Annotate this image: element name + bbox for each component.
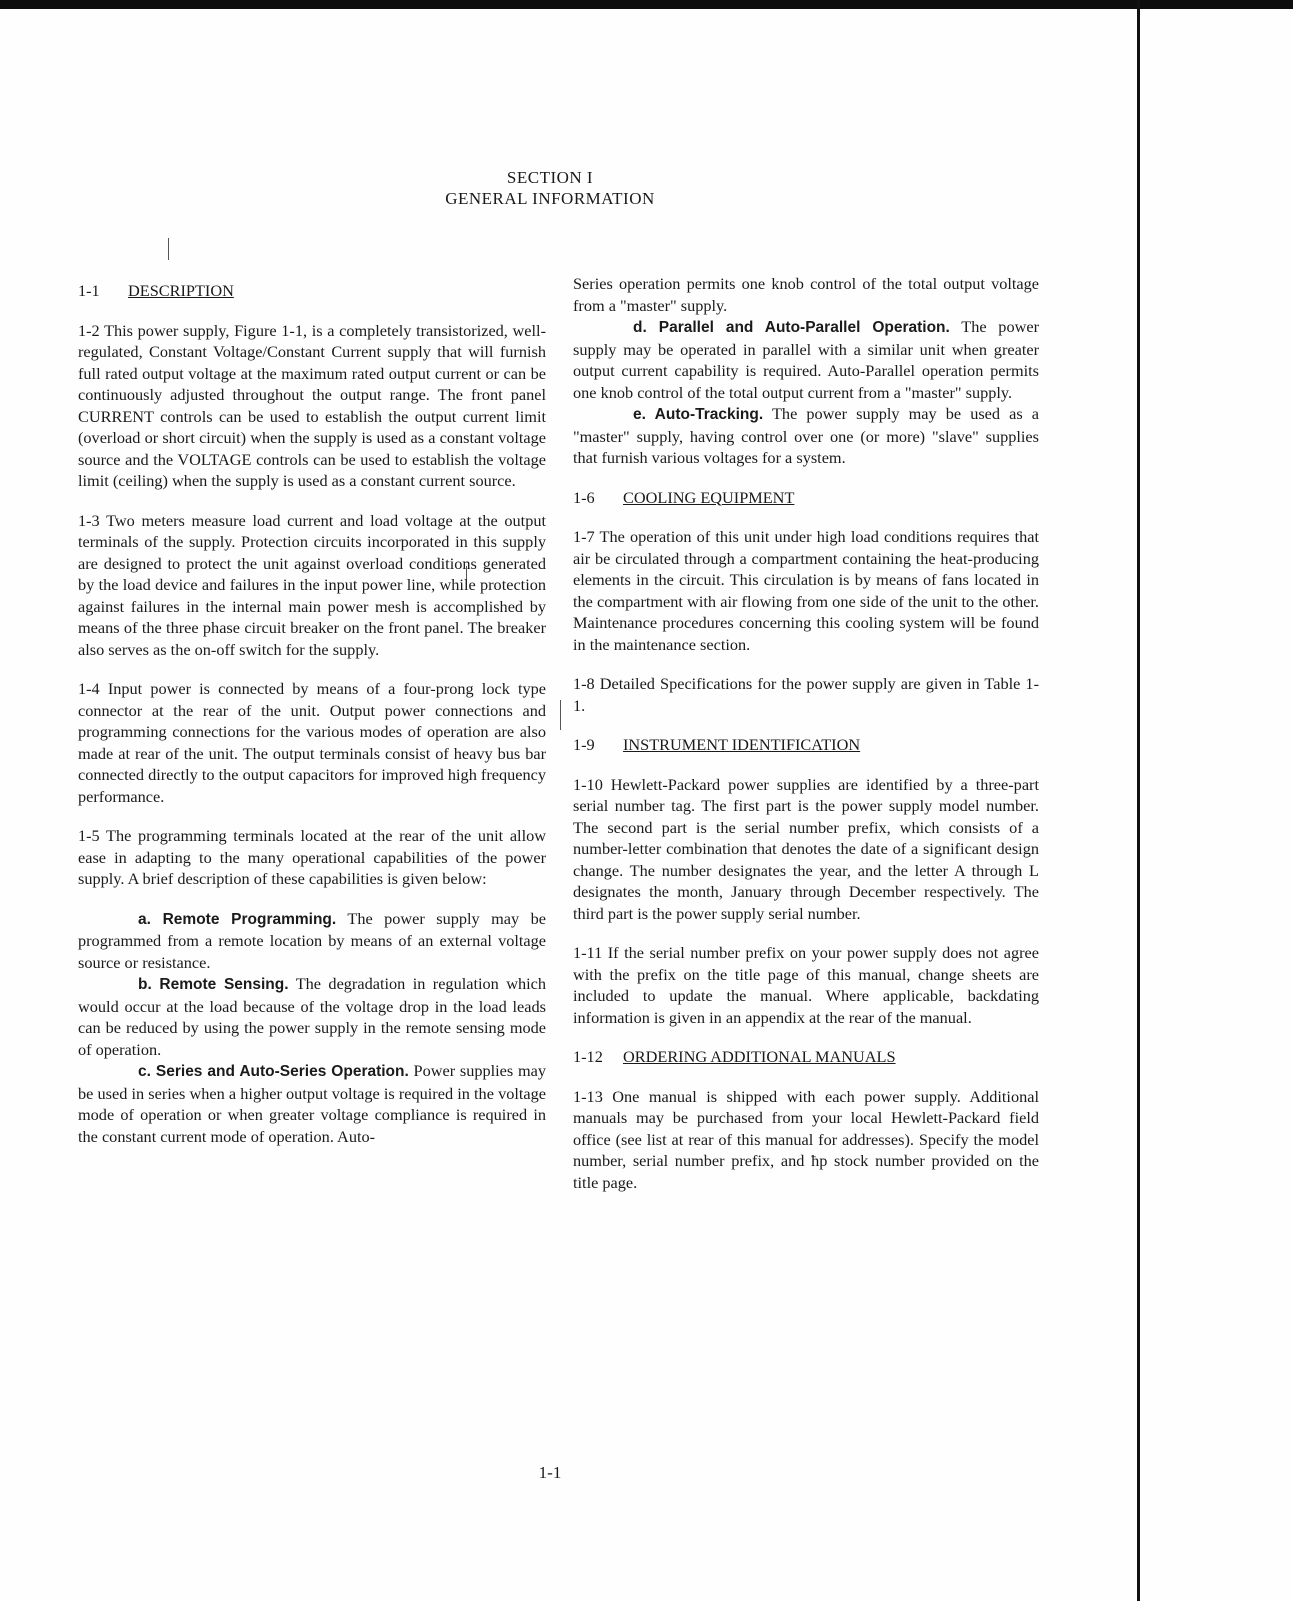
heading-number: 1-1 xyxy=(78,281,100,300)
scan-artifact xyxy=(560,700,561,730)
paragraph-1-7: 1-7 The operation of this unit under high load conditions requires that air be circulated through a compartment containing the heat-producing elements in the circuit. This circulation is by means of fans located in the compartment with air flowing from one side of the unit to the other. Maintenance procedures concerning this cooling system will be found in the maintenance section. xyxy=(573,527,1039,654)
scan-artifact xyxy=(168,238,169,260)
item-label: a. Remote Programming. xyxy=(138,910,337,928)
page-number: 1-1 xyxy=(538,1463,562,1482)
item-c-continued: Series operation permits one knob control of the total output voltage from a "master" supply. xyxy=(573,274,1039,315)
section-number: SECTION I xyxy=(506,168,594,187)
heading-description xyxy=(78,280,546,302)
item-text: The power supply may be used as a "master" supply, having control over one (or more) "slave" supplies that furnish various voltages for a system. xyxy=(573,404,1040,467)
heading-number: 1-12 xyxy=(573,1047,603,1066)
heading-ordering-manuals xyxy=(573,1046,1039,1068)
item-label: d. Parallel and Auto-Parallel Operation. xyxy=(633,319,950,336)
heading-number: 1-9 xyxy=(573,735,595,754)
item-a-remote-programming xyxy=(78,908,546,974)
item-text: The power supply may be operated in parallel with a similar unit when greater output current capability is required. Auto-Parallel operation permits one knob control of the total output current from a "master" supply. xyxy=(573,317,1039,402)
paragraph-1-2: 1-2 This power supply, Figure 1-1, is a completely transistorized, well-regulated, Constant Voltage/Constant Current supply that will furnish full rated output voltage at the maximum rated output current or can be continuously adjusted throughout the output range. The front panel CURRENT controls can be used to establish the output current limit (overload or short circuit) when the supply is used as a constant voltage source and the VOLTAGE controls can be used to establish the voltage limit (ceiling) when the supply is used as a constant current source. xyxy=(78,320,546,490)
item-e-auto-tracking xyxy=(573,403,1039,469)
scan-right-edge xyxy=(1137,0,1140,1601)
heading-title: INSTRUMENT IDENTIFICATION xyxy=(623,735,861,754)
item-label: b. Remote Sensing. xyxy=(138,976,289,993)
item-label: c. Series and Auto-Series Operation. xyxy=(138,1063,409,1080)
scan-top-edge xyxy=(0,0,1293,9)
item-c-series-operation xyxy=(78,1060,546,1147)
paragraph-1-13: 1-13 One manual is shipped with each power supply. Additional manuals may be purchased from your local Hewlett-Packard field office (see list at rear of this manual for addresses). Specify the model number, serial number prefix, and ħp stock number provided on the title page. xyxy=(573,1086,1039,1192)
paragraph-1-5: 1-5 The programming terminals located at the rear of the unit allow ease in adapting to the many operational capabilities of the power supply. A brief description of these capabilities is given below: xyxy=(78,826,546,888)
right-column xyxy=(573,273,1039,1211)
heading-cooling-equipment xyxy=(573,487,1039,509)
left-column xyxy=(78,280,546,1147)
heading-title: DESCRIPTION xyxy=(128,281,234,300)
item-text: The power supply may be programmed from a remote location by means of an external voltage source or resistance. xyxy=(78,908,546,972)
heading-title: COOLING EQUIPMENT xyxy=(623,487,795,507)
paragraph-1-3: 1-3 Two meters measure load current and load voltage at the output terminals of the supply. Protection circuits incorporated in this supply are designed to protect the unit against overload conditions generated by the load device and failures in the input power line, while protection against failures in the internal main power mesh is accomplished by means of the three phase circuit breaker on the front panel. The breaker also serves as the on-off switch for the supply. xyxy=(78,510,546,659)
paragraph-1-10: 1-10 Hewlett-Packard power supplies are identified by a three-part serial number tag. The first part is the power supply model number. The second part is the serial number prefix, which consists of a number-letter combination that denotes the date of a significant design change. The number designates the year, and the letter A through L designates the month, January through December respectively. The third part is the power supply serial number. xyxy=(573,774,1039,923)
item-label: e. Auto-Tracking. xyxy=(633,406,764,423)
item-d-parallel-operation xyxy=(573,316,1039,403)
item-text: The degradation in regulation which would occur at the load because of the voltage drop in the load leads can be reduced by using the power supply in the remote sensing mode of operation. xyxy=(78,974,547,1059)
heading-number: 1-6 xyxy=(573,487,595,507)
item-b-remote-sensing xyxy=(78,973,546,1060)
heading-instrument-identification xyxy=(573,734,1039,756)
item-text: Power supplies may be used in series when a higher output voltage is required in the voltage mode of operation or when greater voltage compliance is required in the constant current mode of operation. Auto- xyxy=(78,1061,547,1146)
paragraph-1-4: 1-4 Input power is connected by means of a four-prong lock type connector at the rear of the unit. Output power connections and programming connections for the various modes of operation are also made at rear of the unit. The output terminals consist of heavy bus bar connected directly to the output capacitors for improved high frequency performance. xyxy=(78,679,546,806)
paragraph-1-8: 1-8 Detailed Specifications for the power supply are given in Table 1-1. xyxy=(573,674,1039,715)
heading-title: ORDERING ADDITIONAL MANUALS xyxy=(623,1047,896,1066)
paragraph-1-11: 1-11 If the serial number prefix on your power supply does not agree with the prefix on the title page of this manual, change sheets are included to update the manual. Where applicable, backdating information is given in an appendix at the rear of the manual. xyxy=(573,943,1039,1027)
section-title: GENERAL INFORMATION xyxy=(445,189,655,208)
